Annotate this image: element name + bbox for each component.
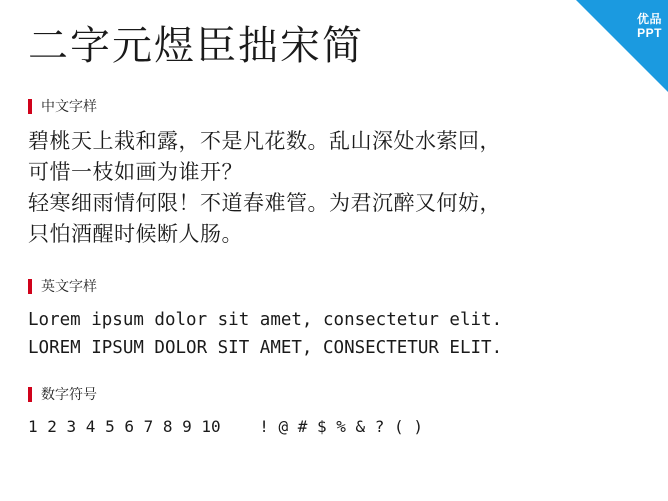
english-line: LOREM IPSUM DOLOR SIT AMET, CONSECTETUR ELIT. [28,338,503,358]
ribbon-label-line1: 优品 [636,12,662,26]
chinese-sample-text [28,126,640,250]
section-heading-chinese-label: 中文字样 [41,98,97,114]
section-heading-english-label: 英文字样 [41,278,97,294]
chinese-line: 可惜一枝如画为谁开？ [28,160,243,184]
ribbon-label-line2: PPT [637,26,662,40]
chinese-line: 只怕酒醒时候断人肠。 [28,222,243,246]
english-sample-text [28,306,640,362]
section-heading-numerals-label: 数字符号 [41,386,97,402]
chinese-line: 轻寒细雨情何限！不道春难管。为君沉醉又何妨， [28,191,501,215]
numerals-sample-text: 1 2 3 4 5 6 7 8 9 10 ! @ # $ % & ? ( ) [28,417,423,436]
section-chinese-sample [28,96,640,250]
section-heading-chinese [28,96,640,116]
accent-bar-icon [28,387,32,402]
accent-bar-icon [28,99,32,114]
section-heading-english [28,276,640,296]
chinese-line: 碧桃天上栽和露，不是凡花数。乱山深处水萦回， [28,129,501,153]
accent-bar-icon [28,279,32,294]
section-numerals-sample [28,384,640,440]
section-english-sample [28,276,640,362]
english-line: Lorem ipsum dolor sit amet, consectetur elit. [28,310,503,330]
section-heading-numerals [28,384,640,404]
page-title: 二字元煜臣拙宋简 [28,23,364,69]
